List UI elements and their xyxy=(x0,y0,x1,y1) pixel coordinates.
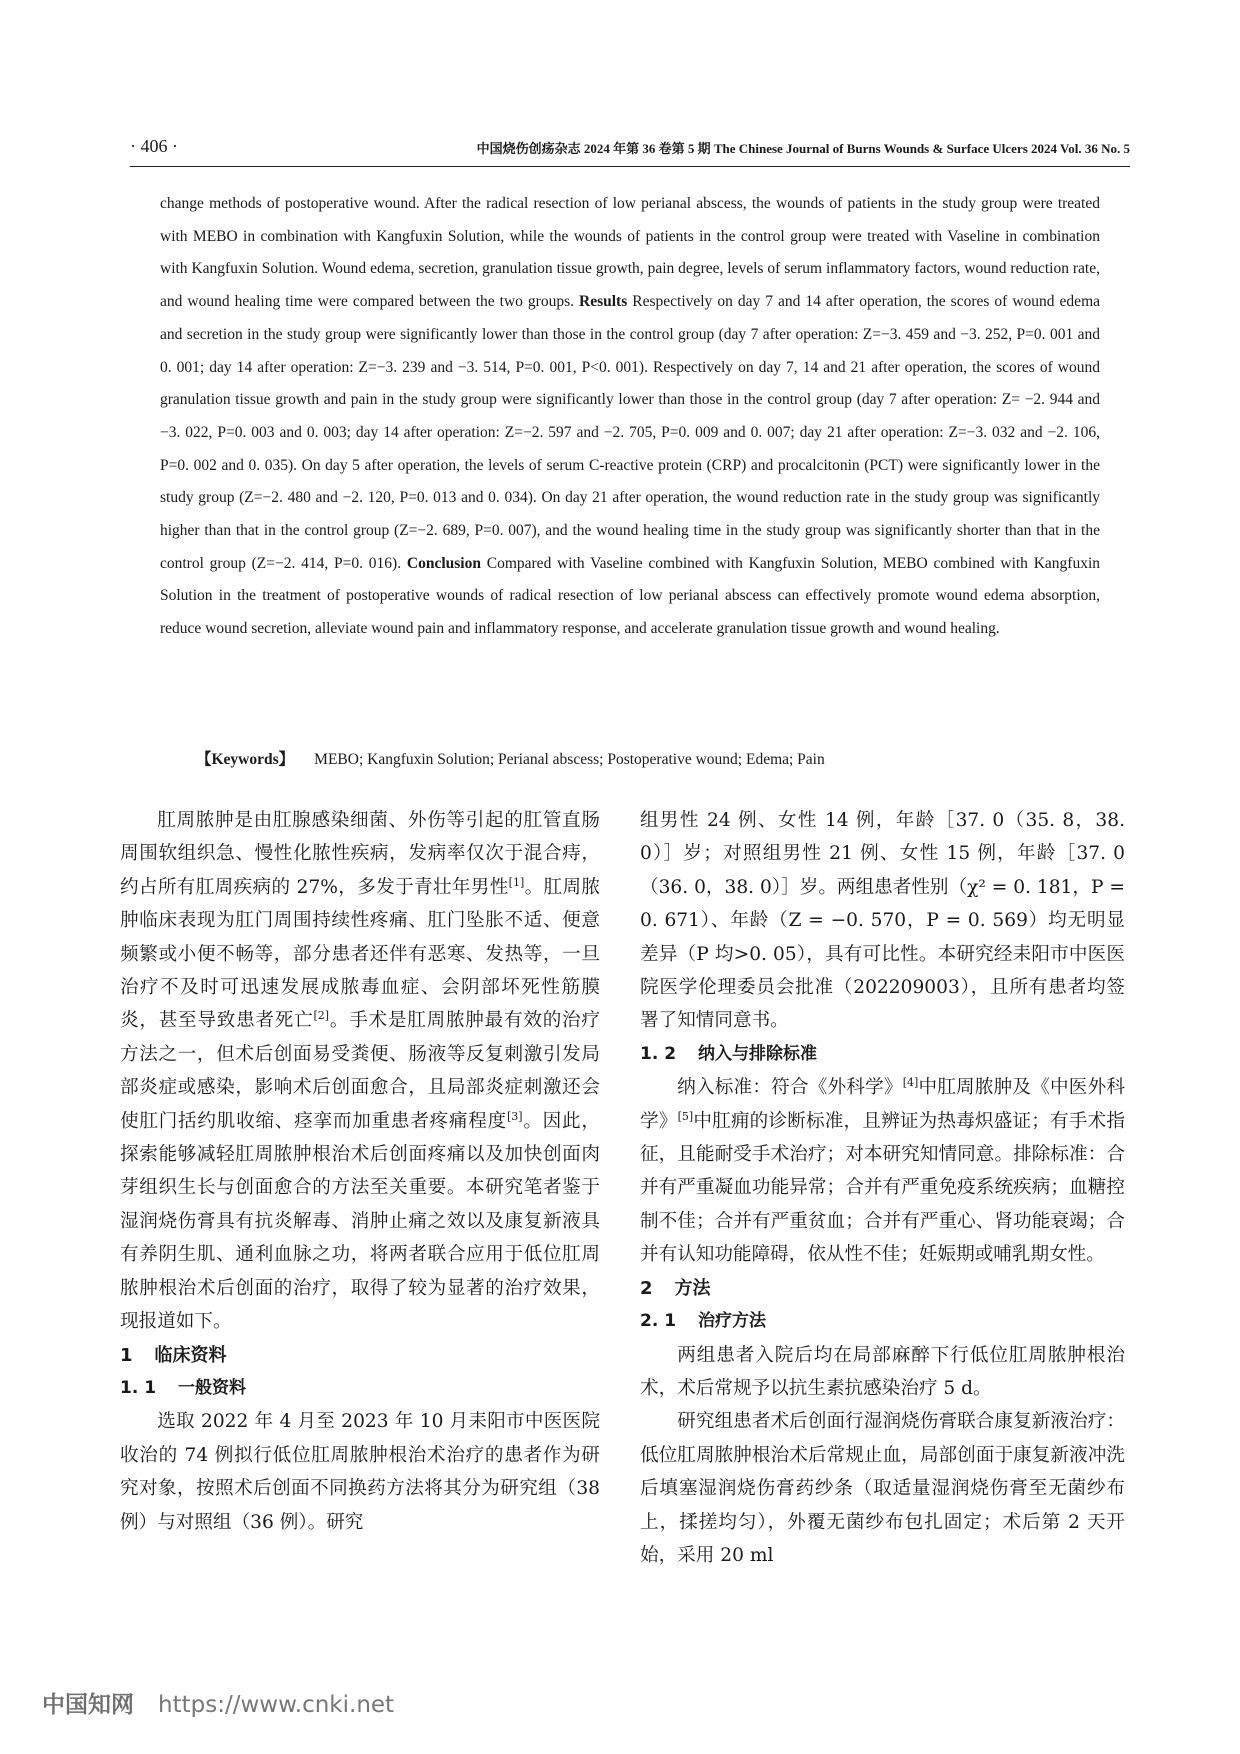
section-1-number: 1 xyxy=(120,1344,133,1366)
abstract-conclusion-text: Compared with Vaseline combined with Kangfuxin Solution, MEBO combined with Kangfuxin Solution in the treatment of postoperative wounds of radical resection of low perianal abscess can effectively promote wound edema absorption, reduce wound secretion, alleviate wound pain and inflammatory response, and accelerate granulation tissue growth and wound healing. xyxy=(160,554,1101,638)
results-label: Results xyxy=(579,293,628,311)
section-2-heading xyxy=(640,1272,1125,1305)
citation-5: [5] xyxy=(677,1109,694,1123)
intro-text-b: 。肛周脓肿临床表现为肛门周围持续性疼痛、肛门坠胀不适、便意频繁或小便不畅等，部分患者还伴有恶寒、发热等，一旦治疗不及时可迅速发展成脓毒血症、会阴部坏死性筋膜炎，甚至导致患者死亡 xyxy=(120,876,600,1032)
section-2-1-title: 治疗方法 xyxy=(698,1311,767,1332)
citation-2: [2] xyxy=(313,1009,330,1023)
header-rule xyxy=(130,166,1130,167)
section-1-title: 临床资料 xyxy=(154,1344,227,1366)
abstract-methods-text: change methods of postoperative wound. After the radical resection of low perianal abscess, the wounds of patients in the study group were treated with MEBO in combination with Kangfuxin Solution, while the wounds of patients in the control group were treated with Vaseline in combination with Kangfuxin Solution. Wound edema, secretion, granulation tissue growth, pain degree, levels of serum inflammatory factors, wound reduction rate, and wound healing time were compared between the two groups. xyxy=(160,195,1100,311)
abstract-results-text: Respectively on day 7 and 14 after operation, the scores of wound edema and secretion in the study group were significantly lower than those in the control group (day 7 after operation: Z=−3. 459 and −3. 252, P=0. 001 and 0. 001; day 14 after operation: Z=−3. 239 and −3. 514, P=0. 001, P<0. 001). Respectively on day 7, 14 and 21 after operation, the scores of wound granulation tissue growth and pain in the study group were significantly lower than those in the control group (day 7 after operation: Z= −2. 944 and −3. 022, P=0. 003 and 0. 003; day 14 after operation: Z=−2. 597 and −2. 705, P=0. 009 and 0. 007; day 21 after operation: Z=−3. 032 and −2. 106, P=0. 002 and 0. 035). On day 5 after operation, the levels of serum C-reactive protein (CRP) and procalcitonin (PCT) were significantly lower in the study group (Z=−2. 480 and −2. 120, P=0. 013 and 0. 034). On day 21 after operation, the wound reduction rate in the study group was significantly higher than that in the control group (Z=−2. 689, P=0. 007), and the wound healing time in the study group was significantly shorter than that in the control group (Z=−2. 414, P=0. 016). xyxy=(160,293,1100,572)
citation-3: [3] xyxy=(506,1109,523,1123)
left-column xyxy=(120,804,600,1539)
keywords-text: MEBO; Kangfuxin Solution; Perianal abscess; Postoperative wound; Edema; Pain xyxy=(314,751,825,768)
section-1-1-heading xyxy=(120,1372,600,1405)
cnki-brand: 中国知网 xyxy=(42,1692,134,1718)
criteria-text-c: 中肛痈的诊断标准，且辨证为热毒炽盛证；有手术指征，且能耐受手术治疗；对本研究知情同意。排除标准：合并有严重凝血功能异常；合并有严重免疫系统疾病；血糖控制不佳；合并有严重贫血；合并有严重心、肾功能衰竭；合并有认知功能障碍，依从性不佳；妊娠期或哺乳期女性。 xyxy=(640,1110,1125,1266)
general-info-continued: 组男性 24 例、女性 14 例，年龄［37. 0（35. 8，38. 0）］岁；对照组男性 21 例、女性 15 例，年龄［37. 0（36. 0，38. 0）］岁。两组患者性别（χ² = 0. 181，P = 0. 671）、年龄（Z = −0. 570，P = 0. 569）均无明显差异（P 均>0. 05），具有可比性。本研究经耒阳市中医医院医学伦理委员会批准（202209003），且所有患者均签署了知情同意书。 xyxy=(640,810,1125,1032)
introduction-paragraph xyxy=(120,804,600,1339)
cnki-url[interactable]: https://www.cnki.net xyxy=(158,1692,395,1718)
cnki-watermark xyxy=(42,1686,394,1719)
section-1-1-title: 一般资料 xyxy=(178,1377,247,1398)
section-2-title: 方法 xyxy=(674,1277,711,1299)
section-1-heading xyxy=(120,1339,600,1372)
intro-text-a: 肛周脓肿是由肛腺感染细菌、外伤等引起的肛管直肠周围软组织急、慢性化脓性疾病，发病率仅次于混合痔，约占所有肛周疾病的 27%，多发于青壮年男性 xyxy=(120,810,600,898)
section-1-2-title: 纳入与排除标准 xyxy=(698,1043,818,1064)
english-abstract xyxy=(160,188,1100,646)
general-info-paragraph: 选取 2022 年 4 月至 2023 年 10 月耒阳市中医医院收治的 74 例拟行低位肛周脓肿根治术治疗的患者作为研究对象，按照术后创面不同换药方法将其分为研究组（38 例）与对照组（36 例）。研究 xyxy=(120,1411,600,1533)
section-2-number: 2 xyxy=(640,1277,653,1299)
criteria-text-b: 中肛周脓肿及《中医外科学》 xyxy=(640,1077,1125,1132)
section-1-1-number: 1. 1 xyxy=(120,1377,157,1398)
journal-header: 中国烧伤创疡杂志 2024 年第 36 卷第 5 期 The Chinese Journal of Burns Wounds & Surface Ulcers 2024 Vol. 36 No. 5 xyxy=(476,141,1130,156)
criteria-paragraph xyxy=(640,1071,1125,1271)
citation-1: [1] xyxy=(508,875,525,889)
intro-text-c: 。手术是肛周脓肿最有效的治疗方法之一，但术后创面易受粪便、肠液等反复刺激引发局部炎症或感染，影响术后创面愈合，且局部炎症刺激还会使肛门括约肌收缩、痉挛而加重患者疼痛程度 xyxy=(120,1010,600,1132)
criteria-text-a: 纳入标准：符合《外科学》 xyxy=(677,1077,903,1099)
keywords xyxy=(196,747,825,769)
section-2-1-number: 2. 1 xyxy=(640,1311,677,1332)
citation-4: [4] xyxy=(902,1076,919,1090)
section-1-2-heading xyxy=(640,1038,1125,1071)
conclusion-label: Conclusion xyxy=(406,554,481,572)
section-2-1-heading xyxy=(640,1305,1125,1338)
method-paragraph-1: 两组患者入院后均在局部麻醉下行低位肛周脓肿根治术，术后常规予以抗生素抗感染治疗 5 d。 xyxy=(640,1344,1125,1399)
keywords-label: 【Keywords】 xyxy=(196,751,295,768)
page-number: · 406 · xyxy=(130,136,178,156)
right-column xyxy=(640,804,1125,1572)
section-1-2-number: 1. 2 xyxy=(640,1043,677,1064)
method-paragraph-2: 研究组患者术后创面行湿润烧伤膏联合康复新液治疗：低位肛周脓肿根治术后常规止血，局部创面于康复新液冲洗后填塞湿润烧伤膏药纱条（取适量湿润烧伤膏至无菌纱布上，揉搓均匀），外覆无菌纱布包扎固定；术后第 2 天开始，采用 20 ml xyxy=(640,1411,1125,1566)
intro-text-d: 。因此，探索能够减轻肛周脓肿根治术后创面疼痛以及加快创面肉芽组织生长与创面愈合的方法至关重要。本研究笔者鉴于湿润烧伤膏具有抗炎解毒、消肿止痛之效以及康复新液具有养阴生肌、通利血脉之功，将两者联合应用于低位肛周脓肿根治术后创面的治疗，取得了较为显著的治疗效果，现报道如下。 xyxy=(120,1110,600,1333)
